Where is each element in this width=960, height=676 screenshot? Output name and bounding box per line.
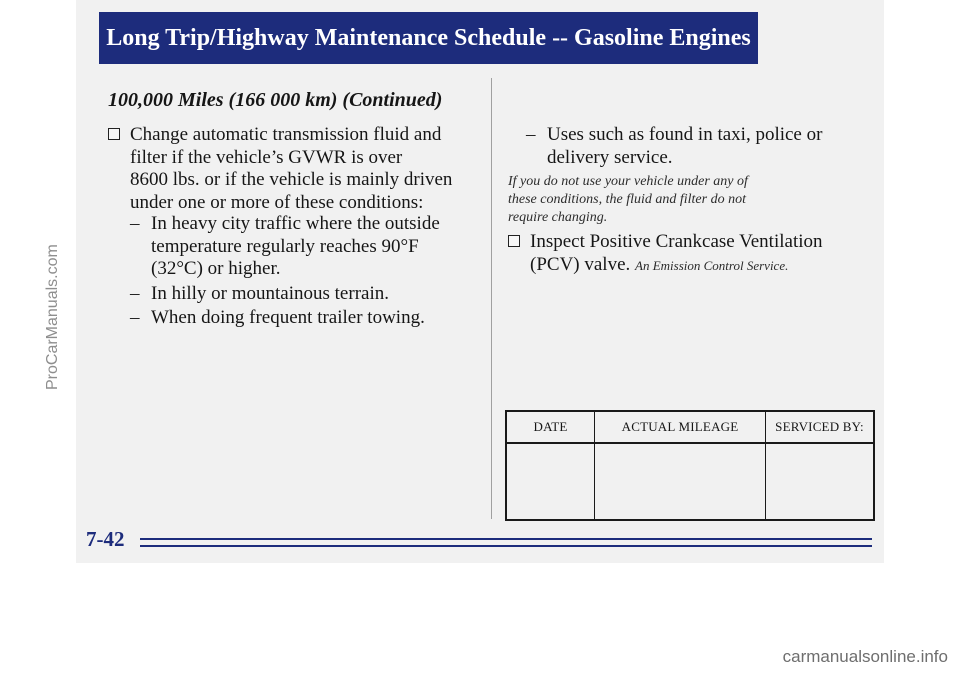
checkbox-icon (508, 235, 520, 247)
checklist-item-pcv (508, 231, 868, 277)
condition-line: In heavy city traffic where the outside (151, 213, 440, 234)
emission-control-note: An Emission Control Service. (635, 257, 789, 273)
dash-bullet: – (130, 283, 140, 304)
dash-bullet: – (130, 307, 140, 328)
note-line: these conditions, the fluid and filter do not (508, 192, 746, 207)
item-line: under one or more of these conditions: (130, 191, 424, 213)
condition-line: When doing frequent trailer towing. (151, 307, 425, 328)
condition-line: Uses such as found in taxi, police or (547, 124, 823, 145)
item-line: Change automatic transmission fluid and (130, 124, 442, 145)
item-line: (PCV) valve. (530, 253, 631, 275)
service-log-table (505, 410, 875, 521)
column-divider (491, 78, 492, 519)
section-title: 100,000 Miles (166 000 km) (Continued) (108, 89, 443, 111)
condition-line: (32°C) or higher. (151, 258, 281, 279)
side-watermark: ProCarManuals.com (44, 244, 61, 390)
column-header-serviced-by: SERVICED BY: (766, 412, 873, 444)
dash-bullet: – (130, 213, 140, 234)
item-line: filter if the vehicle’s GVWR is over (130, 146, 403, 168)
condition-trailer-towing (130, 307, 470, 330)
page-number: 7-42 (86, 527, 125, 551)
item-line: Inspect Positive Crankcase Ventilation (530, 231, 823, 252)
fluid-change-note (508, 173, 848, 227)
condition-line: In hilly or mountainous terrain. (151, 283, 389, 304)
serviced-by-cell (766, 444, 873, 519)
condition-city-traffic (130, 213, 470, 281)
column-header-mileage: ACTUAL MILEAGE (595, 412, 766, 444)
note-line: require changing. (508, 210, 608, 225)
note-line: If you do not use your vehicle under any of (508, 174, 748, 189)
bottom-watermark: carmanualsonline.info (782, 647, 948, 666)
mileage-cell (595, 444, 766, 519)
checklist-item-transmission (108, 124, 478, 214)
condition-taxi-police (526, 124, 866, 169)
condition-hilly-terrain (130, 283, 470, 306)
item-line: 8600 lbs. or if the vehicle is mainly driven (130, 169, 453, 190)
header-title: Long Trip/Highway Maintenance Schedule -- Gasoline Engines (106, 24, 751, 51)
footer-rule (140, 538, 872, 547)
schedule-header (99, 12, 758, 64)
condition-line: temperature regularly reaches 90°F (151, 235, 419, 257)
date-cell (507, 444, 595, 519)
dash-bullet: – (526, 124, 536, 145)
column-header-date: DATE (507, 412, 595, 444)
condition-line: delivery service. (547, 146, 673, 168)
checkbox-icon (108, 128, 120, 140)
